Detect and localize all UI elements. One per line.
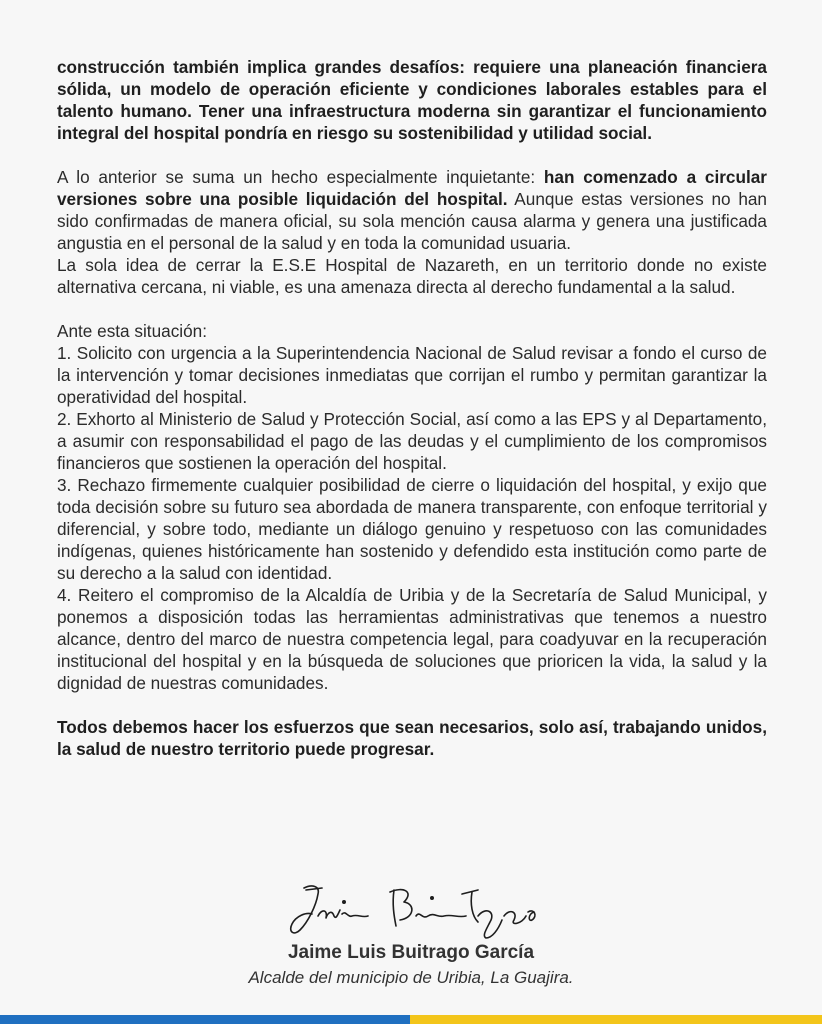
paragraph-gap (57, 298, 767, 320)
list-item-supersalud-request: 1. Solicito con urgencia a la Superintendencia Nacional de Salud revisar a fondo el curso de la intervención y tomar decisiones inmediatas que corrijan el rumbo y permitan garantizar la operatividad del hospital. (57, 343, 767, 407)
paragraph-liquidation-rumors-start: A lo anterior se suma un hecho especialmente inquietante: (57, 167, 544, 187)
list-item-closure-rejection: 3. Rechazo firmemente cualquier posibilidad de cierre o liquidación del hospital, y exijo que toda decisión sobre su futuro sea abordada de manera transparente, con enfoque territorial y diferencial, y sobre todo, mediante un diálogo genuino y respetuoso con las comunidades indígenas, quienes históricamente han sostenido y defendido esta institución como parte de su derecho a la salud con identidad. (57, 475, 767, 583)
paragraph-gap (57, 144, 767, 166)
list-item-municipal-commitment: 4. Reitero el compromiso de la Alcaldía de Uribia y de la Secretaría de Salud Municipal, y ponemos a disposición todas las herramientas administrativas que tenemos a nuestro alcance, dentro del marco de nuestra competencia legal, para coadyuvar en la recuperación institucional del hospital y en la búsqueda de soluciones que prioricen la vida, la salud y la dignidad de nuestras comunidades. (57, 585, 767, 693)
signer-title: Alcalde del municipio de Uribia, La Guajira. (248, 968, 574, 987)
footer-bar-yellow (410, 1015, 822, 1024)
closing-statement: Todos debemos hacer los esfuerzos que sean necesarios, solo así, trabajando unidos, la salud de nuestro territorio puede progresar. (57, 717, 767, 759)
footer-bar-blue (0, 1015, 410, 1024)
signature-block (0, 866, 822, 996)
paragraph-situation-intro: Ante esta situación: (57, 321, 208, 341)
footer-color-bar (0, 1015, 822, 1024)
paragraph-gap (57, 694, 767, 716)
paragraph-infrastructure-challenges: construcción también implica grandes desafíos: requiere una planeación financiera sólida, un modelo de operación eficiente y condiciones laborales estables para el talento humano. Tener una infraestructura moderna sin garantizar el funcionamiento integral del hospital pondría en riesgo su sostenibilidad y utilidad social. (57, 57, 767, 143)
paragraph-liquidation-rumors-highlight: han comenzado a circular versiones sobre una posible liquidación del hospital. (57, 167, 767, 209)
letter-body (57, 56, 767, 760)
paragraph-liquidation-rumors-end: Aunque estas versiones no han sido confirmadas de manera oficial, su sola mención causa alarma y genera una justificada angustia en el personal de la salud y en toda la comunidad usuaria. (57, 189, 767, 253)
signer-name: Jaime Luis Buitrago García (287, 942, 535, 963)
paragraph-liquidation-rumors (57, 166, 767, 254)
list-item-ministry-exhortation: 2. Exhorto al Ministerio de Salud y Protección Social, así como a las EPS y al Departamento, a asumir con responsabilidad el pago de las deudas y el cumplimiento de los compromisos financieros que sostienen la operación del hospital. (57, 409, 767, 473)
paragraph-closure-threat: La sola idea de cerrar la E.S.E Hospital de Nazareth, en un territorio donde no existe alternativa cercana, ni viable, es una amenaza directa al derecho fundamental a la salud. (57, 255, 767, 297)
handwritten-signature (282, 876, 552, 942)
